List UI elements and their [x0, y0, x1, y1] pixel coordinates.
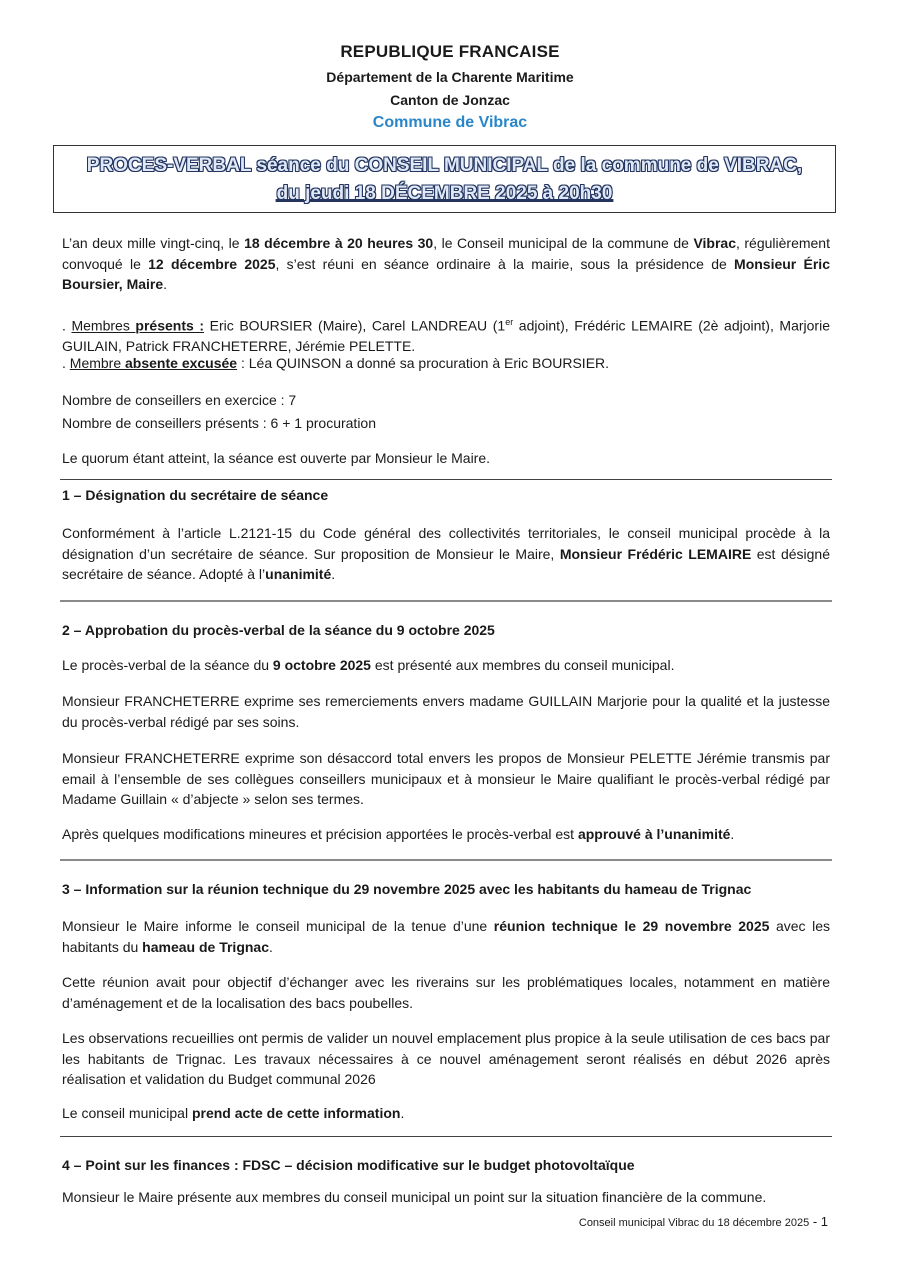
title-line-2: du jeudi 18 DÉCEMBRE 2025 à 20h30 [276, 183, 613, 204]
section-2-paragraph-4: Après quelques modifications mineures et précision apportées le procès-verbal est approuvé à l’unanimité. [62, 826, 735, 842]
section-3-paragraph-1: Monsieur le Maire informe le conseil municipal de la tenue d’une réunion technique le 29 novembre 2025 avec les habitants du hameau de Trignac. [62, 918, 830, 955]
section-1-paragraph: Conformément à l’article L.2121-15 du Code général des collectivités territoriales, le conseil municipal procède à la désignation d’un secrétaire de séance. Sur proposition de Monsieur le Maire, Monsieur Frédéric LEMAIRE est désigné secrétaire de séance. Adopté à l’unanimité. [62, 525, 830, 582]
canton-heading: Canton de Jonzac [390, 92, 510, 108]
section-4-paragraph-1: Monsieur le Maire présente aux membres du conseil municipal un point sur la situation financière de la commune. [62, 1189, 767, 1205]
section-divider [60, 600, 832, 602]
title-line-1: PROCES-VERBAL séance du CONSEIL MUNICIPAL de la commune de VIBRAC, [86, 155, 803, 176]
section-divider [60, 859, 832, 861]
section-3-paragraph-2: Cette réunion avait pour objectif d’échanger avec les riverains sur les problématiques locales, notamment en matière d’aménagement et de la localisation des bacs poubelles. [62, 974, 830, 1011]
section-1-title: 1 – Désignation du secrétaire de séance [62, 487, 329, 503]
absent-label: Membre absente excusée [69, 355, 238, 371]
page-footer: Conseil municipal Vibrac du 18 décembre 2025 - 1 [578, 1214, 828, 1229]
section-divider [60, 479, 832, 480]
republic-heading: REPUBLIQUE FRANCAISE [340, 42, 560, 61]
page-number: 1 [820, 1214, 828, 1229]
commune-heading: Commune de Vibrac [372, 114, 528, 131]
members-absent: . Membre absente excusée : Léa QUINSON a donné sa procuration à Eric BOURSIER. [62, 355, 610, 371]
section-2-title: 2 – Approbation du procès-verbal de la séance du 9 octobre 2025 [62, 622, 495, 638]
section-3-paragraph-4: Le conseil municipal prend acte de cette information. [62, 1105, 405, 1121]
members-present: . Membres présents : Eric BOURSIER (Maire), Carel LANDREAU (1er adjoint), Frédéric LEMAIRE (2è adjoint), Marjorie GUILAIN, Patrick FRANCHETERRE, Jérémie PELETTE. [62, 317, 830, 355]
section-2-paragraph-3: Monsieur FRANCHETERRE exprime son désaccord total envers les propos de Monsieur PELETTE Jérémie transmis par email à l’ensemble de ses collègues conseillers municipaux et à monsieur le Maire qualifiant le procès-verbal rédigé par Madame Guillain « d’abjecte » selon ses termes. [62, 750, 830, 807]
section-3-paragraph-3: Les observations recueillies ont permis de valider un nouvel emplacement plus propice à la seule utilisation de ces bacs par les habitants de Trignac. Les travaux nécessaires à ce nouvel aménagement seront réalisés en début 2026 après réalisation et validation du Budget communal 2026 [62, 1030, 830, 1087]
footer-text: Conseil municipal Vibrac du 18 décembre 2025 [578, 1217, 810, 1229]
count-present: Nombre de conseillers présents : 6 + 1 procuration [62, 415, 376, 431]
department-heading: Département de la Charente Maritime [326, 69, 574, 85]
section-divider [60, 1136, 832, 1137]
quorum-text: Le quorum étant atteint, la séance est ouverte par Monsieur le Maire. [62, 450, 491, 466]
section-4-title: 4 – Point sur les finances : FDSC – décision modificative sur le budget photovoltaïque [62, 1157, 635, 1173]
section-2-paragraph-2: Monsieur FRANCHETERRE exprime ses remerciements envers madame GUILLAIN Marjorie pour la qualité et la justesse du procès-verbal rédigé par ses soins. [62, 693, 830, 730]
title-box [53, 145, 836, 213]
section-3-title: 3 – Information sur la réunion technique du 29 novembre 2025 avec les habitants du hameau de Trignac [62, 881, 752, 897]
section-2-paragraph-1: Le procès-verbal de la séance du 9 octobre 2025 est présenté aux membres du conseil municipal. [62, 657, 675, 673]
intro-paragraph: L’an deux mille vingt-cinq, le 18 décembre à 20 heures 30, le Conseil municipal de la commune de Vibrac, régulièrement convoqué le 12 décembre 2025, s’est réuni en séance ordinaire à la mairie, sous la présidence de Monsieur Éric Boursier, Maire. [62, 235, 830, 292]
count-in-office: Nombre de conseillers en exercice : 7 [62, 392, 297, 408]
present-label: Membres présents : [71, 317, 205, 334]
